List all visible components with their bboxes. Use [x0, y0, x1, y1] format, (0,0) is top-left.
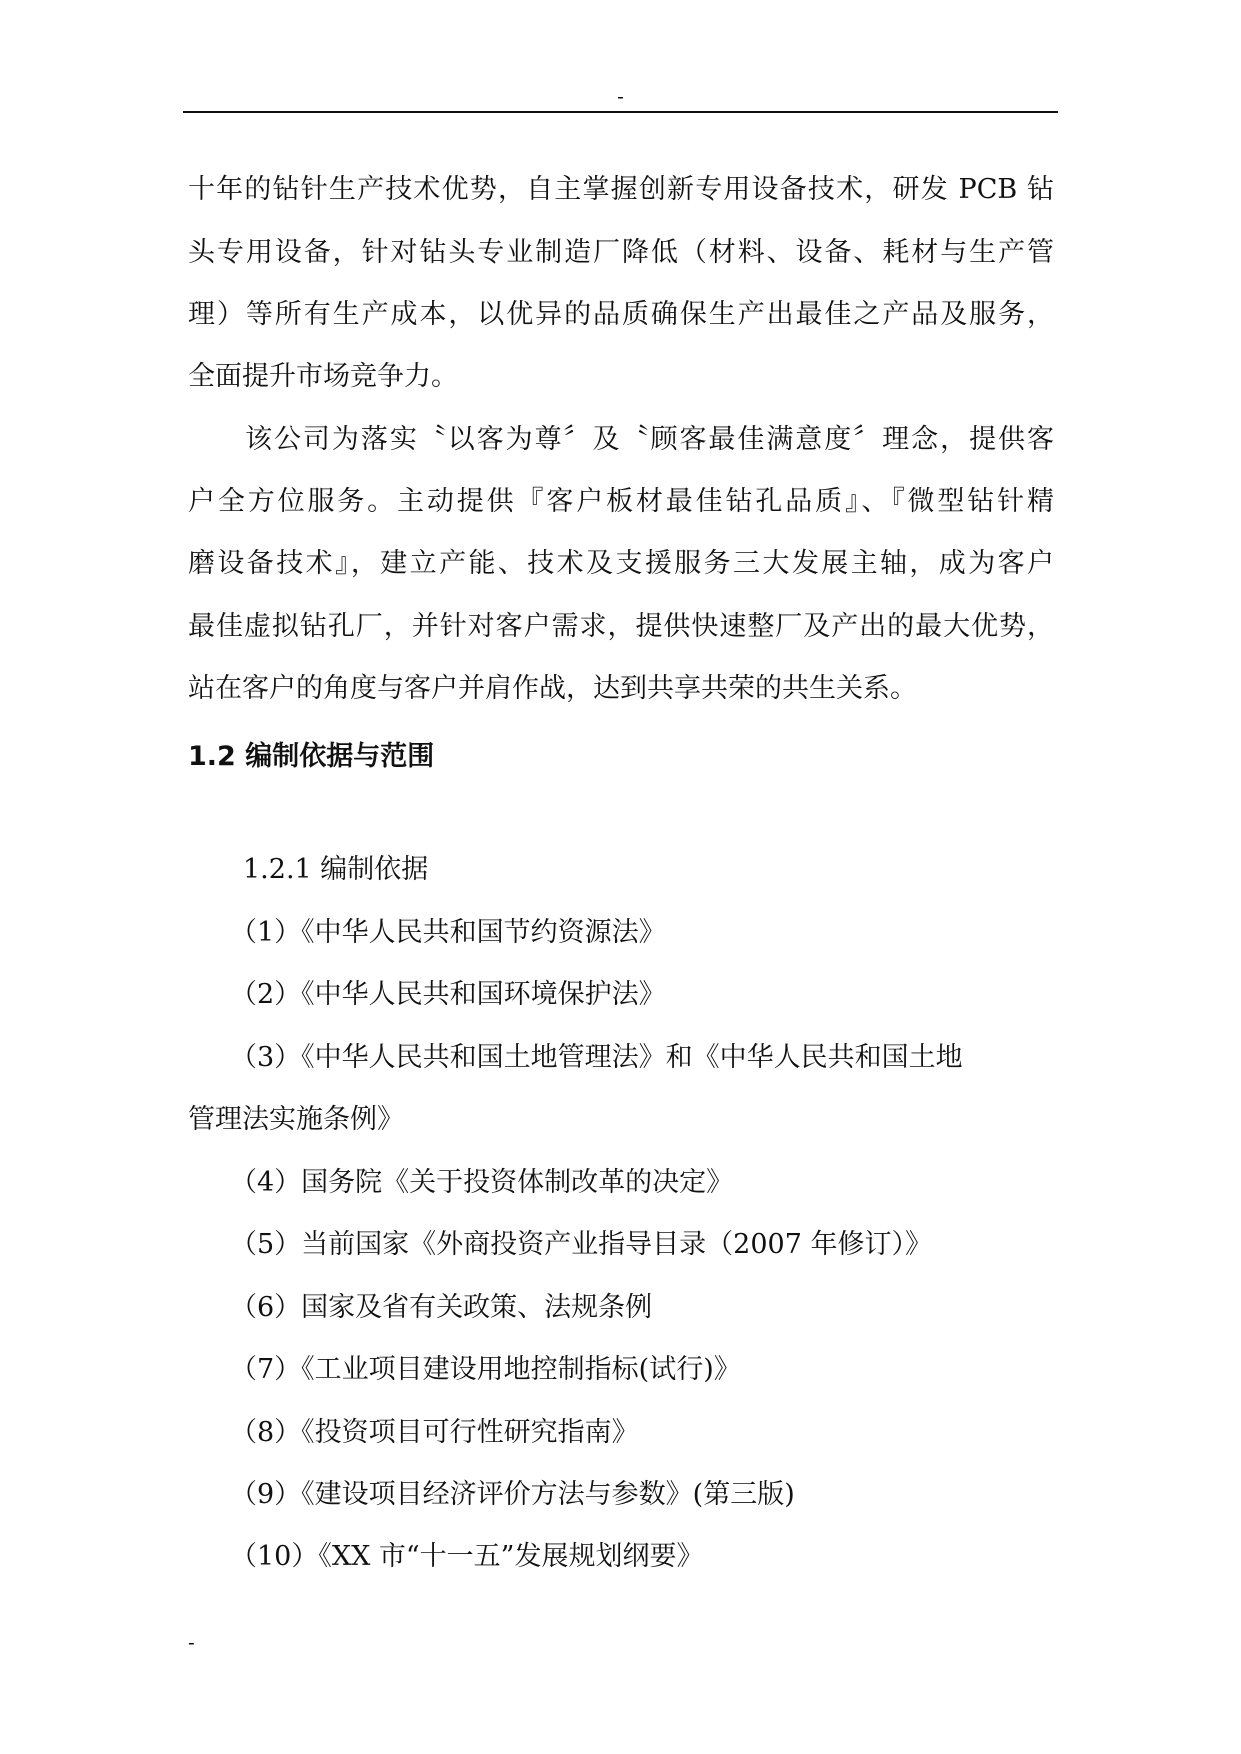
page-header-mark: -: [617, 84, 624, 108]
list-item: （6）国家及省有关政策、法规条例: [230, 1292, 653, 1323]
list-item-continuation: 管理法实施条例》: [188, 1104, 404, 1135]
list-item: （2）《中华人民共和国环境保护法》: [230, 979, 666, 1010]
header-rule: [183, 111, 1058, 113]
text-line: 全面提升市场竞争力。: [188, 361, 458, 392]
list-item: （3）《中华人民共和国土地管理法》和《中华人民共和国土地: [230, 1042, 963, 1073]
list-item: （4）国务院《关于投资体制改革的决定》: [230, 1167, 734, 1198]
subsection-heading: 1.2.1 编制依据: [243, 854, 429, 885]
text-line: 理）等所有生产成本，以优异的品质确保生产出最佳之产品及服务，: [188, 299, 1054, 330]
text-line: 户全方位服务。主动提供『客户板材最佳钻孔品质』、『微型钻针精: [188, 486, 1054, 517]
list-item: （8）《投资项目可行性研究指南》: [230, 1417, 639, 1448]
list-item: （5）当前国家《外商投资产业指导目录（2007 年修订）》: [230, 1229, 932, 1260]
section-heading: 1.2 编制依据与范围: [188, 741, 435, 772]
list-item: （9）《建设项目经济评价方法与参数》(第三版): [230, 1479, 795, 1510]
text-line: 十年的钻针生产技术优势，自主掌握创新专用设备技术，研发 PCB 钻: [188, 174, 1054, 205]
text-line: 该公司为落实〝以客为尊〞及〝顾客最佳满意度〞理念，提供客: [245, 424, 1054, 455]
text-line: 站在客户的角度与客户并肩作战，达到共享共荣的共生关系。: [188, 673, 917, 704]
list-item: （1）《中华人民共和国节约资源法》: [230, 917, 666, 948]
page-footer-mark: -: [188, 1630, 195, 1654]
list-item: （7）《工业项目建设用地控制指标(试行)》: [230, 1354, 741, 1385]
text-line: 磨设备技术』，建立产能、技术及支援服务三大发展主轴，成为客户: [188, 548, 1054, 579]
list-item: （10）《XX 市“十一五”发展规划纲要》: [230, 1541, 704, 1572]
text-line: 头专用设备，针对钻头专业制造厂降低（材料、设备、耗材与生产管: [188, 237, 1054, 268]
text-line: 最佳虚拟钻孔厂，并针对客户需求，提供快速整厂及产出的最大优势，: [188, 611, 1054, 642]
